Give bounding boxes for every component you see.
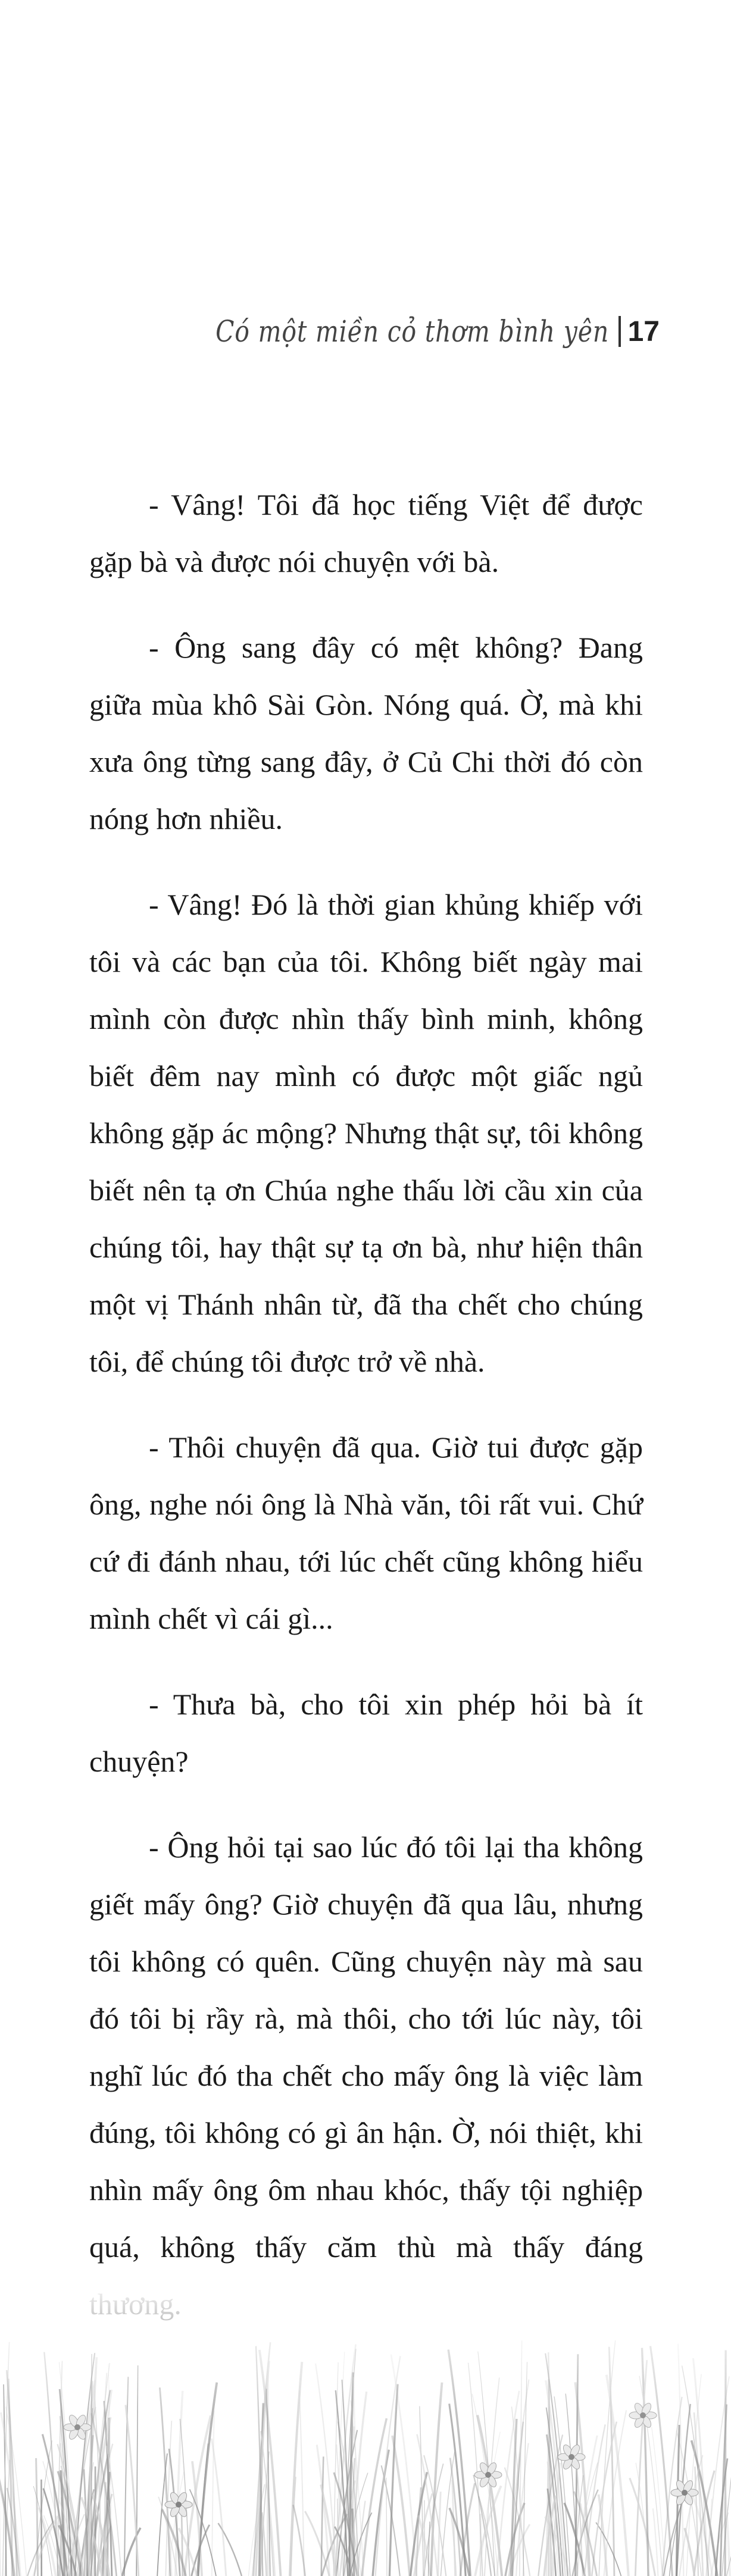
paragraph-3: - Vâng! Đó là thời gian khủng khiếp với tôi và các bạn của tôi. Không biết ngày mai mình còn được nhìn thấy bình minh, không biết đêm nay mình có được một giấc ngủ không gặp ác mộng? Nhưng thật sự, tôi không biết nên tạ ơn Chúa nghe thấu lời cầu xin của chúng tôi, hay thật sự tạ ơn bà, như hiện thân một vị Thánh nhân từ, đã tha chết cho chúng tôi, để chúng tôi được trở về nhà. [89, 888, 643, 1378]
running-header [129, 314, 660, 349]
meadow-icon [0, 2278, 731, 2576]
page-number: 17 [627, 315, 660, 348]
book-title: Có một miền cỏ thơm bình yên [215, 314, 609, 349]
paragraph-4: - Thôi chuyện đã qua. Giờ tui được gặp ông, nghe nói ông là Nhà văn, tôi rất vui. Chứ cứ đi đánh nhau, tới lúc chết cũng không hiểu mình chết vì cái gì... [89, 1431, 643, 1635]
paragraph-1: - Vâng! Tôi đã học tiếng Việt để được gặp bà và được nói chuyện với bà. [89, 488, 643, 578]
paragraph-6: - Ông hỏi tại sao lúc đó tôi lại tha không giết mấy ông? Giờ chuyện đã qua lâu, nhưng tôi không có quên. Cũng chuyện này mà sau đó tôi bị rầy rà, mà thôi, cho tới lúc này, tôi nghĩ lúc đó tha chết cho mấy ông là việc làm đúng, tôi không có gì ân hận. Ờ, nói thiệt, khi nhìn mấy ông ôm nhau khóc, thấy tội nghiệp quá, không thấy căm thù mà thấy đáng [89, 1830, 643, 2264]
paragraph-2: - Ông sang đây có mệt không? Đang giữa mùa khô Sài Gòn. Nóng quá. Ờ, mà khi xưa ông từng sang đây, ở Củ Chi thời đó còn nóng hơn nhiều. [89, 631, 643, 835]
paragraph-5: - Thưa bà, cho tôi xin phép hỏi bà ít chuyện? [89, 1688, 643, 1778]
body-text [89, 476, 643, 2361]
grass-illustration [0, 2278, 731, 2576]
header-divider [618, 316, 621, 347]
